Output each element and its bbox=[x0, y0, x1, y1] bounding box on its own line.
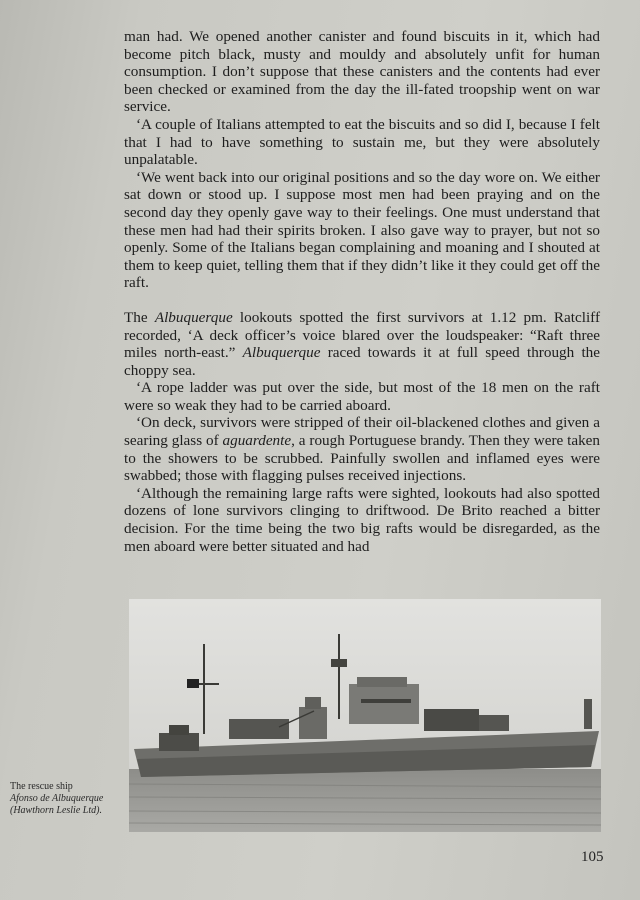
text-run: , a rough Portuguese brandy. Then they were taken to the showers to be scrubbed. Painfully swollen and inflamed eyes were swabbed; those with flagging pulses received injections. bbox=[124, 432, 600, 485]
caption-credit: (Hawthorn Leslie Ltd). bbox=[10, 805, 102, 816]
ship-photograph bbox=[129, 599, 601, 832]
photo-caption bbox=[10, 781, 125, 817]
italic-text: aguardente bbox=[222, 432, 292, 450]
paragraph bbox=[124, 116, 600, 169]
text-run: ‘Although the remaining large rafts were sighted, lookouts had also spotted dozens of lone survivors clinging to driftwood. De Brito reached a bitter decision. For the time being the two big rafts would be disregarded, as the men aboard were better situated and had bbox=[124, 484, 600, 555]
paragraph bbox=[124, 169, 600, 292]
paragraph bbox=[124, 379, 600, 414]
text-run: man had. We opened another canister and found biscuits in it, which had become pitch black, musty and mouldy and absolutely unfit for human consumption. I don’t suppose that these canisters and the contents had ever been checked or examined from the day the ill-fated troopship went on war service. bbox=[124, 28, 600, 116]
caption-ship-name: Afonso de Albuquerque bbox=[10, 793, 104, 804]
text-run: ‘On deck, survivors were stripped of their oil-blackened clothes and given a searing glass of bbox=[124, 414, 600, 450]
text-run: ‘We went back into our original positions and so the day wore on. We either sat down or stood up. I suppose most men had been praying and on the second day they openly gave way to their feelings. One must understand that these men had had their spirits broken. I also gave way to prayer, but not so openly. Some of the Italians began complaining and moaning and I shouted at them to keep quiet, telling them that if they didn’t like it they could get off the raft. bbox=[124, 168, 600, 292]
body-text bbox=[124, 28, 600, 555]
paragraph bbox=[124, 28, 600, 116]
paragraph bbox=[124, 485, 600, 555]
caption-line-1: The rescue ship bbox=[10, 781, 73, 792]
text-run: ‘A rope ladder was put over the side, but most of the 18 men on the raft were so weak they had to be carried aboard. bbox=[124, 379, 600, 414]
page-number: 105 bbox=[581, 849, 604, 865]
paragraph bbox=[124, 414, 600, 484]
italic-text: Albuquerque bbox=[242, 344, 321, 362]
text-run: ‘A couple of Italians attempted to eat the biscuits and so did I, because I felt that I had to have something to sustain me, but they were absolutely unpalatable. bbox=[124, 115, 600, 169]
paragraph bbox=[124, 309, 600, 379]
italic-text: Albuquerque bbox=[154, 308, 233, 326]
text-run: raced towards it at full speed through the choppy sea. bbox=[124, 344, 600, 379]
text-run: The bbox=[124, 308, 155, 326]
text-run: lookouts spotted the first survivors at 1.12 pm. Ratcliff recorded, ‘A deck officer’s voice blared over the loudspeaker: “Raft three miles north-east.” bbox=[124, 308, 600, 362]
